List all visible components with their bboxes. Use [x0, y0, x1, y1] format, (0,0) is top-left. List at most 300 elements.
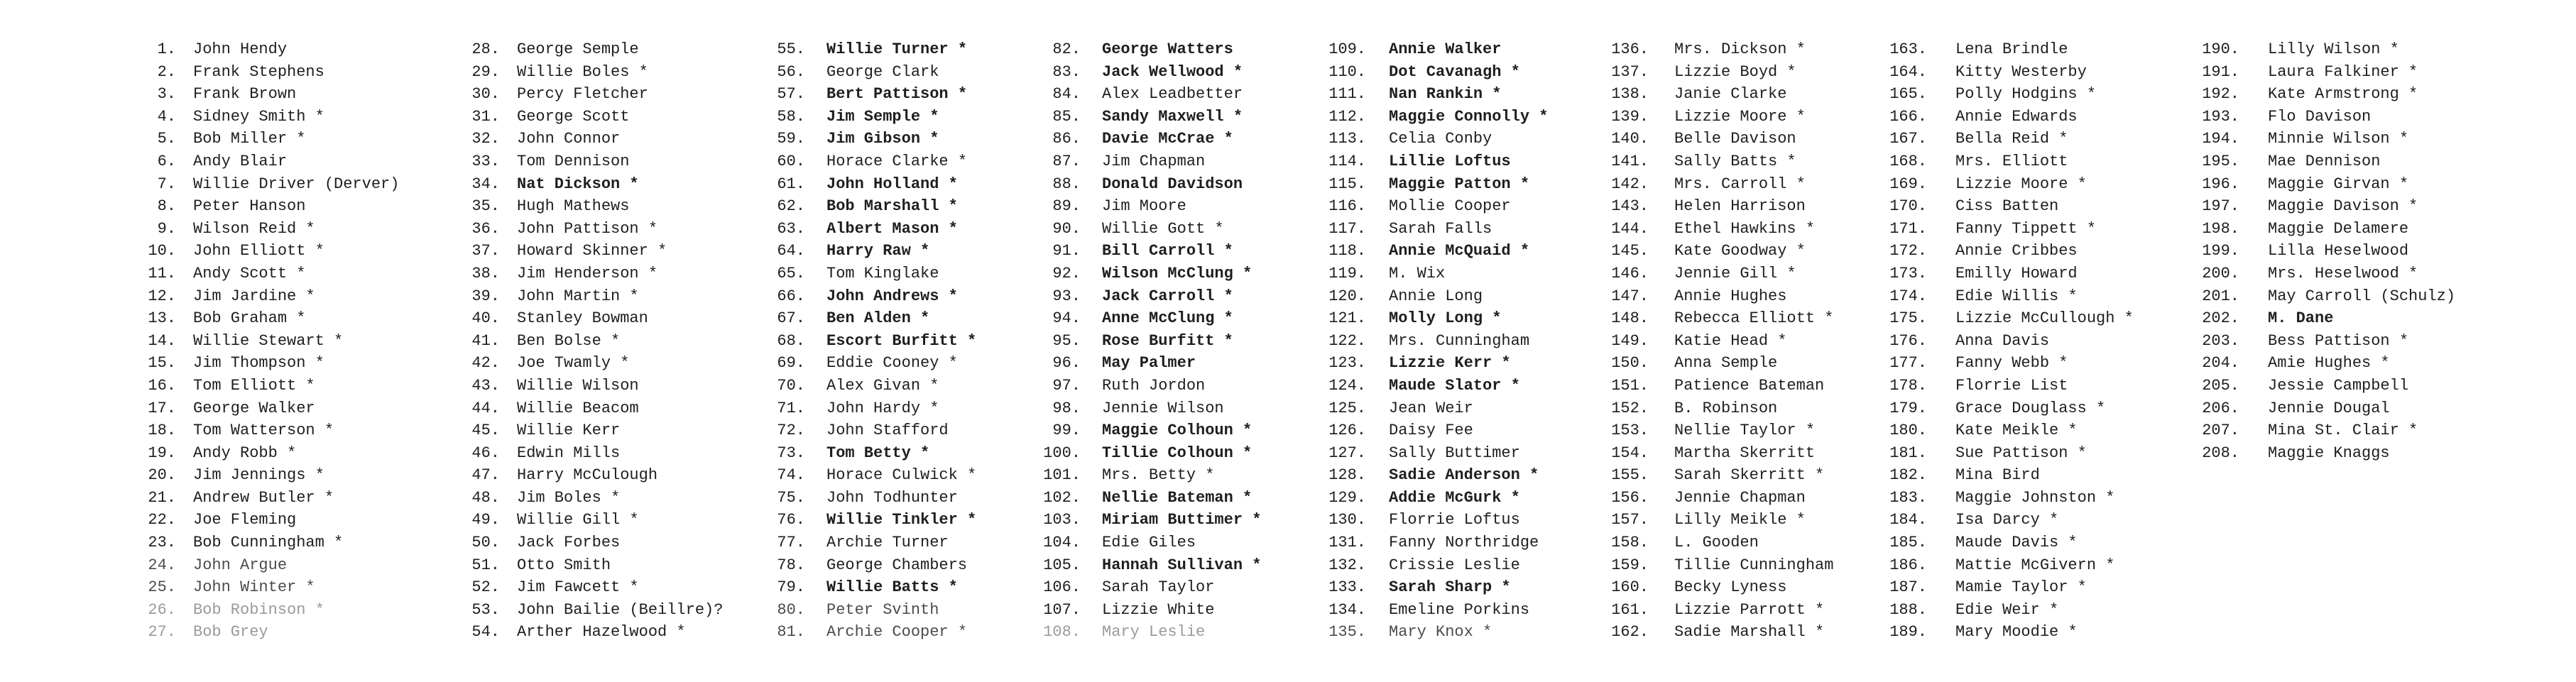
list-entry: [771, 285, 1084, 308]
entry-name: Harry Raw *: [826, 242, 930, 260]
entry-number: 61.: [777, 175, 805, 193]
entry-name: Nellie Taylor *: [1674, 422, 1816, 440]
entry-name: M. Wix: [1389, 264, 1446, 282]
entry-name: Tom Dennison: [517, 152, 630, 170]
entry-number: 40.: [471, 309, 500, 328]
list-entry: [142, 61, 454, 84]
entry-number: 34.: [471, 175, 500, 193]
entry-number: 73.: [777, 444, 805, 462]
entry-number: 102.: [1043, 488, 1081, 507]
entry-number: 159.: [1611, 556, 1649, 574]
entry-name: John Martin *: [517, 287, 639, 305]
entry-name: Tom Betty *: [826, 444, 930, 462]
entry-name: Donald Davidson: [1102, 175, 1243, 193]
entry-name: Annie Cribbes: [1955, 242, 2078, 260]
entry-name: Mary Knox *: [1389, 623, 1492, 642]
entry-number: 72.: [777, 422, 805, 440]
entry-number: 173.: [1889, 264, 1927, 282]
list-entry: [466, 307, 778, 330]
entry-name: Alex Givan *: [826, 376, 939, 395]
list-entry: [1603, 38, 1916, 61]
list-entry: [2194, 173, 2506, 196]
list-entry: [1321, 128, 1633, 150]
entry-number: 197.: [2202, 197, 2239, 216]
list-entry: [1038, 487, 1350, 510]
list-entry: [1882, 307, 2194, 330]
entry-number: 185.: [1889, 534, 1927, 552]
entry-name: John Holland *: [826, 175, 958, 193]
entry-number: 184.: [1889, 511, 1927, 529]
entry-name: Jessie Campbell: [2268, 376, 2409, 395]
entry-name: Edie Willis *: [1955, 287, 2078, 305]
list-entry: [1321, 240, 1633, 263]
list-entry: [771, 532, 1084, 554]
entry-name: Florrie List: [1955, 376, 2068, 395]
list-entry: [771, 352, 1084, 375]
entry-number: 71.: [777, 399, 805, 417]
entry-number: 130.: [1328, 511, 1366, 529]
entry-name: Emeline Porkins: [1389, 600, 1530, 619]
list-entry: [466, 352, 778, 375]
list-entry: [2194, 240, 2506, 263]
list-entry: [142, 285, 454, 308]
entry-number: 12.: [148, 287, 176, 305]
entry-name: Willie Driver (Derver): [193, 175, 400, 193]
list-entry: [1882, 330, 2194, 353]
list-entry: [1038, 532, 1350, 554]
entry-name: May Carroll (Schulz): [2268, 287, 2456, 305]
entry-name: John Bailie (Beillre)?: [517, 600, 724, 619]
entry-name: John Winter *: [193, 578, 315, 597]
entry-number: 67.: [777, 309, 805, 328]
list-entry: [142, 150, 454, 173]
entry-name: Davie McCrae *: [1102, 130, 1233, 148]
entry-number: 31.: [471, 107, 500, 126]
entry-number: 21.: [148, 488, 176, 507]
entry-number: 139.: [1611, 107, 1649, 126]
list-entry: [771, 173, 1084, 196]
list-entry: [2194, 263, 2506, 285]
entry-name: Kate Meikle *: [1955, 422, 2078, 440]
list-entry: [1603, 352, 1916, 375]
list-entry: [142, 576, 454, 599]
entry-number: 122.: [1328, 331, 1366, 350]
entry-number: 169.: [1889, 175, 1927, 193]
list-entry: [771, 307, 1084, 330]
list-entry: [1882, 487, 2194, 510]
entry-number: 90.: [1052, 219, 1081, 238]
entry-name: Fanny Webb *: [1955, 354, 2068, 373]
entry-number: 109.: [1328, 40, 1366, 58]
list-entry: [466, 487, 778, 510]
entry-number: 60.: [777, 152, 805, 170]
entry-name: Crissie Leslie: [1389, 556, 1520, 574]
entry-name: Addie McGurk *: [1389, 488, 1520, 507]
entry-number: 64.: [777, 242, 805, 260]
entry-name: Lena Brindle: [1955, 40, 2068, 58]
list-entry: [1882, 83, 2194, 106]
entry-name: Joe Twamly *: [517, 354, 630, 373]
entry-number: 132.: [1328, 556, 1366, 574]
list-entry: [2194, 150, 2506, 173]
entry-number: 112.: [1328, 107, 1366, 126]
entry-number: 18.: [148, 422, 176, 440]
entry-number: 57.: [777, 85, 805, 104]
entry-name: Horace Clarke *: [826, 152, 968, 170]
list-entry: [2194, 83, 2506, 106]
list-entry: [2194, 285, 2506, 308]
entry-number: 69.: [777, 354, 805, 373]
entry-name: John Stafford: [826, 422, 949, 440]
entry-name: Bert Pattison *: [826, 85, 968, 104]
list-entry: [1882, 464, 2194, 487]
list-entry: [1038, 218, 1350, 241]
entry-number: 84.: [1052, 85, 1081, 104]
entry-name: Sarah Taylor: [1102, 578, 1215, 597]
entry-number: 19.: [148, 444, 176, 462]
list-entry: [1882, 576, 2194, 599]
entry-name: John Hardy *: [826, 399, 939, 417]
list-entry: [1038, 375, 1350, 397]
entry-number: 108.: [1043, 623, 1081, 642]
entry-name: Ruth Jordon: [1102, 376, 1206, 395]
entry-number: 7.: [157, 175, 176, 193]
list-entry: [1038, 307, 1350, 330]
entry-number: 3.: [157, 85, 176, 104]
list-entry: [142, 263, 454, 285]
entry-number: 111.: [1328, 85, 1366, 104]
entry-number: 142.: [1611, 175, 1649, 193]
entry-number: 123.: [1328, 354, 1366, 373]
entry-number: 151.: [1611, 376, 1649, 395]
list-entry: [142, 240, 454, 263]
entry-name: Stanley Bowman: [517, 309, 648, 328]
entry-name: Tom Elliott *: [193, 376, 315, 395]
list-entry: [771, 397, 1084, 420]
entry-name: Jennie Wilson: [1102, 399, 1224, 417]
entry-name: Mrs. Heselwood *: [2268, 264, 2418, 282]
entry-number: 174.: [1889, 287, 1927, 305]
list-entry: [771, 375, 1084, 397]
entry-name: Maggie Knaggs: [2268, 444, 2390, 462]
entry-number: 78.: [777, 556, 805, 574]
entry-name: George Clark: [826, 62, 939, 81]
list-entry: [1882, 599, 2194, 622]
list-entry: [466, 621, 778, 644]
list-entry: [1321, 397, 1633, 420]
entry-name: Mamie Taylor *: [1955, 578, 2087, 597]
list-entry: [466, 128, 778, 150]
list-entry: [1038, 464, 1350, 487]
entry-number: 131.: [1328, 534, 1366, 552]
entry-number: 62.: [777, 197, 805, 216]
entry-name: John Elliott *: [193, 242, 324, 260]
entry-number: 152.: [1611, 399, 1649, 417]
entry-number: 143.: [1611, 197, 1649, 216]
entry-name: Sadie Anderson *: [1389, 466, 1539, 485]
list-entry: [1603, 218, 1916, 241]
entry-name: Anna Davis: [1955, 331, 2050, 350]
entry-name: Bella Reid *: [1955, 130, 2068, 148]
list-entry: [1321, 195, 1633, 218]
entry-number: 33.: [471, 152, 500, 170]
entry-name: Amie Hughes *: [2268, 354, 2390, 373]
entry-name: Willie Batts *: [826, 578, 958, 597]
entry-number: 136.: [1611, 40, 1649, 58]
list-entry: [142, 106, 454, 128]
entry-number: 85.: [1052, 107, 1081, 126]
list-entry: [1603, 464, 1916, 487]
list-entry: [1321, 106, 1633, 128]
entry-number: 191.: [2202, 62, 2239, 81]
entry-number: 208.: [2202, 444, 2239, 462]
list-entry: [142, 419, 454, 442]
entry-number: 192.: [2202, 85, 2239, 104]
list-entry: [1603, 532, 1916, 554]
entry-name: Jennie Chapman: [1674, 488, 1806, 507]
entry-number: 160.: [1611, 578, 1649, 597]
entry-number: 28.: [471, 40, 500, 58]
entry-name: Maggie Johnston *: [1955, 488, 2115, 507]
entry-name: Sally Buttimer: [1389, 444, 1520, 462]
entry-number: 196.: [2202, 175, 2239, 193]
name-column: [1321, 38, 1633, 644]
entry-number: 118.: [1328, 242, 1366, 260]
entry-number: 29.: [471, 62, 500, 81]
entry-name: John Hendy: [193, 40, 288, 58]
entry-number: 76.: [777, 511, 805, 529]
entry-name: Annie Edwards: [1955, 107, 2078, 126]
entry-number: 103.: [1043, 511, 1081, 529]
entry-number: 13.: [148, 309, 176, 328]
entry-name: Andrew Butler *: [193, 488, 334, 507]
entry-number: 207.: [2202, 422, 2239, 440]
entry-number: 147.: [1611, 287, 1649, 305]
entry-number: 104.: [1043, 534, 1081, 552]
list-entry: [466, 599, 778, 622]
entry-name: Archie Cooper *: [826, 623, 968, 642]
entry-number: 1.: [157, 40, 176, 58]
entry-name: Lizzie Parrott *: [1674, 600, 1825, 619]
entry-name: Annie Hughes: [1674, 287, 1787, 305]
entry-number: 140.: [1611, 130, 1649, 148]
entry-number: 50.: [471, 534, 500, 552]
entry-number: 190.: [2202, 40, 2239, 58]
entry-name: George Chambers: [826, 556, 968, 574]
entry-number: 175.: [1889, 309, 1927, 328]
entry-number: 79.: [777, 578, 805, 597]
entry-name: Helen Harrison: [1674, 197, 1806, 216]
list-entry: [142, 509, 454, 532]
entry-name: Lillie Loftus: [1389, 152, 1511, 170]
entry-number: 54.: [471, 623, 500, 642]
entry-number: 181.: [1889, 444, 1927, 462]
entry-number: 92.: [1052, 264, 1081, 282]
entry-name: Mrs. Cunningham: [1389, 331, 1530, 350]
entry-number: 110.: [1328, 62, 1366, 81]
entry-name: Maggie Girvan *: [2268, 175, 2409, 193]
entry-name: George Walker: [193, 399, 315, 417]
entry-number: 83.: [1052, 62, 1081, 81]
entry-name: Nellie Bateman *: [1102, 488, 1252, 507]
entry-number: 2.: [157, 62, 176, 81]
entry-number: 162.: [1611, 623, 1649, 642]
entry-name: John Pattison *: [517, 219, 658, 238]
list-entry: [466, 285, 778, 308]
entry-name: M. Dane: [2268, 309, 2334, 328]
list-entry: [771, 576, 1084, 599]
list-entry: [466, 150, 778, 173]
entry-name: Bob Cunningham *: [193, 534, 344, 552]
name-column: [2194, 38, 2506, 464]
list-entry: [466, 106, 778, 128]
entry-name: Ethel Hawkins *: [1674, 219, 1816, 238]
list-entry: [1603, 240, 1916, 263]
list-entry: [466, 464, 778, 487]
list-entry: [1603, 106, 1916, 128]
entry-number: 100.: [1043, 444, 1081, 462]
list-entry: [1038, 106, 1350, 128]
entry-number: 101.: [1043, 466, 1081, 485]
list-entry: [466, 330, 778, 353]
entry-name: Jim Jardine *: [193, 287, 315, 305]
list-entry: [1038, 419, 1350, 442]
list-entry: [1321, 83, 1633, 106]
list-entry: [771, 464, 1084, 487]
list-entry: [466, 240, 778, 263]
entry-name: Mrs. Carroll *: [1674, 175, 1806, 193]
list-entry: [1882, 509, 2194, 532]
entry-name: Percy Fletcher: [517, 85, 648, 104]
list-entry: [142, 173, 454, 196]
entry-number: 26.: [148, 600, 176, 619]
list-entry: [1603, 375, 1916, 397]
list-entry: [1038, 352, 1350, 375]
list-entry: [142, 83, 454, 106]
entry-number: 182.: [1889, 466, 1927, 485]
entry-name: Lizzie Kerr *: [1389, 354, 1511, 373]
entry-name: Joe Fleming: [193, 511, 297, 529]
list-entry: [1321, 576, 1633, 599]
entry-name: May Palmer: [1102, 354, 1196, 373]
entry-name: Willie Wilson: [517, 376, 639, 395]
entry-number: 44.: [471, 399, 500, 417]
entry-name: Rebecca Elliott *: [1674, 309, 1834, 328]
list-entry: [1321, 509, 1633, 532]
list-entry: [1882, 285, 2194, 308]
entry-name: Nan Rankin *: [1389, 85, 1502, 104]
entry-name: Bill Carroll *: [1102, 242, 1233, 260]
list-entry: [1882, 621, 2194, 644]
list-entry: [142, 128, 454, 150]
entry-number: 91.: [1052, 242, 1081, 260]
entry-number: 88.: [1052, 175, 1081, 193]
entry-name: Jim Semple *: [826, 107, 939, 126]
list-entry: [466, 83, 778, 106]
name-column: [1603, 38, 1916, 644]
entry-name: Anna Semple: [1674, 354, 1778, 373]
list-entry: [2194, 195, 2506, 218]
entry-name: Mrs. Dickson *: [1674, 40, 1806, 58]
entry-name: Wilson McClung *: [1102, 264, 1252, 282]
entry-name: Lilla Heselwood: [2268, 242, 2409, 260]
entry-name: Lilly Meikle *: [1674, 511, 1806, 529]
list-entry: [1038, 442, 1350, 465]
entry-name: Lizzie White: [1102, 600, 1215, 619]
entry-name: Fanny Northridge: [1389, 534, 1539, 552]
entry-name: Jim Thompson *: [193, 354, 324, 373]
list-entry: [1882, 375, 2194, 397]
entry-name: Patience Bateman: [1674, 376, 1825, 395]
entry-name: Mae Dennison: [2268, 152, 2381, 170]
entry-name: Jim Henderson *: [517, 264, 658, 282]
entry-number: 38.: [471, 264, 500, 282]
list-entry: [1038, 263, 1350, 285]
list-entry: [1882, 106, 2194, 128]
entry-number: 56.: [777, 62, 805, 81]
entry-name: Maggie Patton *: [1389, 175, 1530, 193]
list-entry: [1603, 195, 1916, 218]
list-entry: [771, 83, 1084, 106]
name-column: [1038, 38, 1350, 644]
entry-number: 48.: [471, 488, 500, 507]
entry-name: Daisy Fee: [1389, 422, 1473, 440]
entry-number: 6.: [157, 152, 176, 170]
list-entry: [2194, 307, 2506, 330]
list-entry: [2194, 38, 2506, 61]
entry-number: 75.: [777, 488, 805, 507]
entry-number: 154.: [1611, 444, 1649, 462]
list-entry: [1321, 464, 1633, 487]
entry-number: 168.: [1889, 152, 1927, 170]
entry-name: John Argue: [193, 556, 288, 574]
list-entry: [142, 464, 454, 487]
list-entry: [2194, 330, 2506, 353]
list-entry: [142, 532, 454, 554]
entry-name: Jim Gibson *: [826, 130, 939, 148]
entry-number: 68.: [777, 331, 805, 350]
entry-number: 23.: [148, 534, 176, 552]
entry-name: Sue Pattison *: [1955, 444, 2087, 462]
entry-name: Fanny Tippett *: [1955, 219, 2097, 238]
entry-number: 114.: [1328, 152, 1366, 170]
list-entry: [1038, 195, 1350, 218]
entry-number: 22.: [148, 511, 176, 529]
list-entry: [1038, 554, 1350, 577]
list-entry: [2194, 442, 2506, 465]
entry-name: Sidney Smith *: [193, 107, 324, 126]
entry-name: Andy Scott *: [193, 264, 306, 282]
entry-number: 35.: [471, 197, 500, 216]
entry-name: Lilly Wilson *: [2268, 40, 2399, 58]
entry-name: Katie Head *: [1674, 331, 1787, 350]
list-entry: [1603, 554, 1916, 577]
list-entry: [771, 509, 1084, 532]
entry-name: Eddie Cooney *: [826, 354, 958, 373]
entry-name: Bess Pattison *: [2268, 331, 2409, 350]
list-entry: [771, 554, 1084, 577]
entry-number: 141.: [1611, 152, 1649, 170]
entry-name: Frank Brown: [193, 85, 297, 104]
entry-number: 94.: [1052, 309, 1081, 328]
list-entry: [1038, 240, 1350, 263]
entry-name: Belle Davison: [1674, 130, 1796, 148]
entry-number: 164.: [1889, 62, 1927, 81]
entry-number: 133.: [1328, 578, 1366, 597]
entry-name: Mattie McGivern *: [1955, 556, 2115, 574]
list-entry: [1882, 195, 2194, 218]
entry-name: Maggie Davison *: [2268, 197, 2418, 216]
